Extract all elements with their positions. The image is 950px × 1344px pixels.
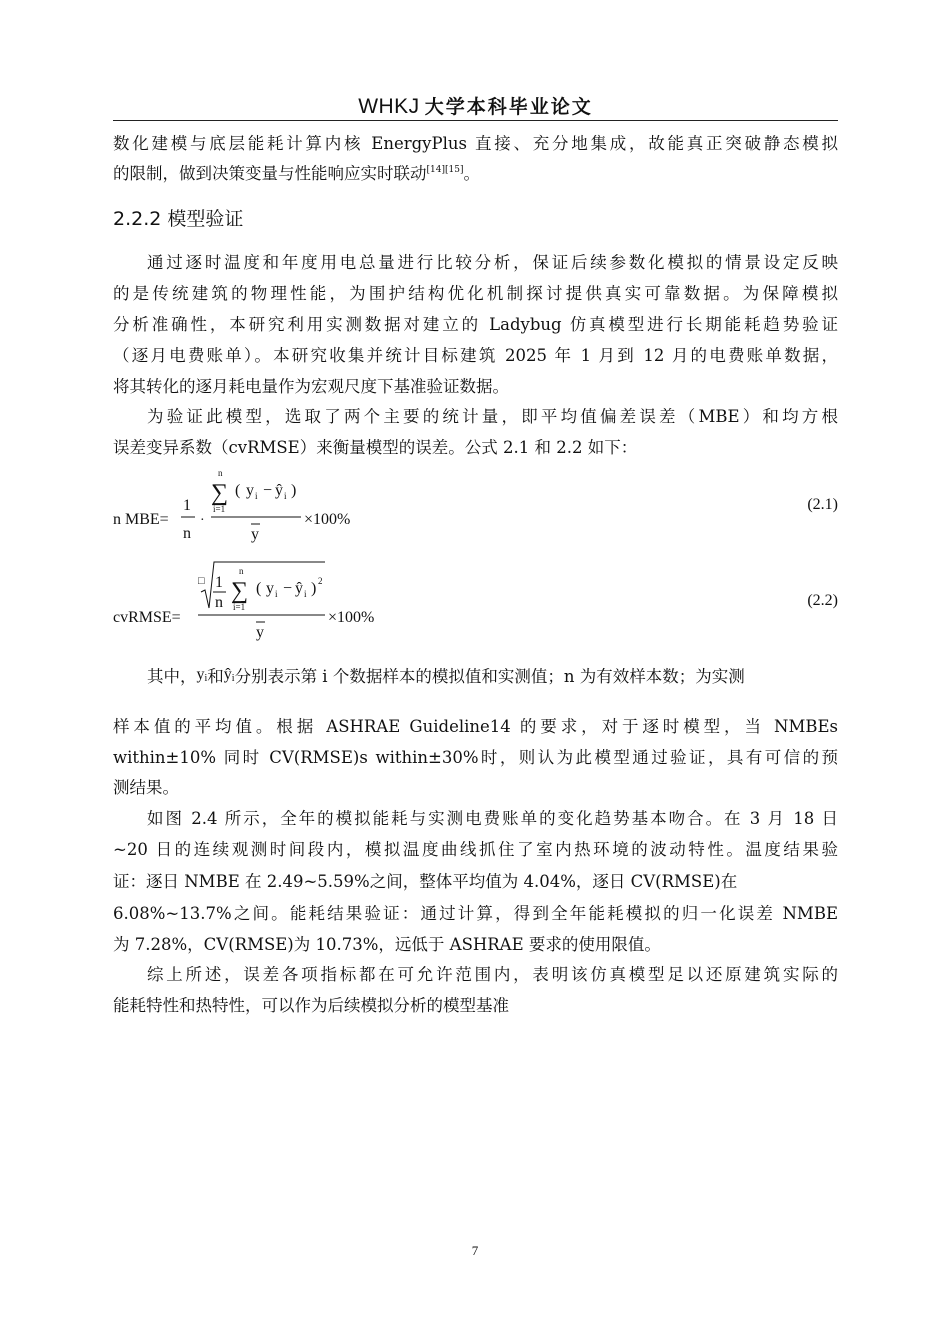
text-line: ~20 日的连续观测时间段内，模拟温度曲线抓住了室内热环境的波动特性。温度结果验 xyxy=(113,840,838,859)
symbol-y-char: y xyxy=(196,666,205,683)
text-line: 如图 2.4 所示，全年的模拟能耗与实测电费账单的变化趋势基本吻合。在 3 月 18 日 xyxy=(147,809,838,828)
mbe-i2: i xyxy=(284,491,287,501)
text-line: 证：逐日 NMBE 在 2.49~5.59%之间，整体平均值为 4.04%，逐日 CV(RMSE)在 xyxy=(113,872,738,891)
mbe-sum: ∑ xyxy=(211,480,229,506)
mbe-sum-bottom: i=1 xyxy=(213,504,226,514)
symbol-yhat xyxy=(224,666,235,683)
formula-mbe-svg xyxy=(113,462,838,548)
text-line xyxy=(113,663,838,691)
text-line: 为验证此模型，选取了两个主要的统计量，即平均值偏差误差（MBE）和均方根 xyxy=(147,407,838,426)
mbe-n: n xyxy=(183,525,191,542)
equation-number: (2.2) xyxy=(807,592,838,609)
citation-ref: [14][15] xyxy=(426,165,464,175)
mbe-dot: · xyxy=(200,513,205,528)
text-line: 能耗特性和热特性，可以作为后续模拟分析的模型基准 xyxy=(113,996,509,1015)
text-span: 其中， xyxy=(147,667,197,686)
page-header xyxy=(113,92,838,121)
header-title: 大学本科毕业论文 xyxy=(424,96,593,118)
text-line: 的是传统建筑的物理性能，为围护结构优化机制探讨提供真实可靠数据。为保障模拟 xyxy=(113,284,838,303)
cvrmse-minus: − xyxy=(283,580,293,597)
mbe-ybar: y xyxy=(251,526,259,543)
page-number: 7 xyxy=(471,1243,479,1258)
formula-cvrmse-svg xyxy=(113,556,838,646)
mbe-lhs: n MBE= xyxy=(113,511,169,528)
symbol-y-sub: i xyxy=(204,673,208,684)
mbe-minus: − xyxy=(263,482,273,499)
text-line: 样本值的平均值。根据 ASHRAE Guideline14 的要求，对于逐时模型，当 NMBEs xyxy=(113,717,838,736)
header-school: WHKJ xyxy=(358,95,420,118)
cvrmse-percent: ×100% xyxy=(328,609,375,626)
cvrmse-close: ) xyxy=(311,580,317,597)
cvrmse-square: 2 xyxy=(318,576,323,586)
symbol-yhat-sub: i xyxy=(231,673,235,684)
mbe-yhat: ŷ xyxy=(275,482,283,499)
symbol-yhat-char: ŷ xyxy=(223,666,232,683)
cvrmse-ybar: y xyxy=(256,624,264,641)
mbe-sum-top: n xyxy=(218,468,223,478)
mbe-y: y xyxy=(246,482,254,499)
text-line: 6.08%~13.7%之间。能耗结果验证：通过计算，得到全年能耗模拟的归一化误差 NMBE xyxy=(113,904,838,923)
text-line: 综上所述，误差各项指标都在可允许范围内，表明该仿真模型足以还原建筑实际的 xyxy=(147,965,838,984)
formula-cvrmse xyxy=(113,556,838,646)
symbol-y xyxy=(197,666,208,683)
equation-number: (2.1) xyxy=(807,496,838,513)
mbe-percent: ×100% xyxy=(304,511,351,528)
cvrmse-y: y xyxy=(266,580,274,597)
cvrmse-one: 1 xyxy=(215,574,223,591)
mbe-i: i xyxy=(255,491,258,501)
text-line: 分析准确性，本研究利用实测数据对建立的 Ladybug 仿真模型进行长期能耗趋势验证 xyxy=(113,315,838,334)
cvrmse-sum-bottom: i=1 xyxy=(233,602,246,612)
text-line: within±10% 同时 CV(RMSE)s within±30%时，则认为此模型通过验证，具有可信的预 xyxy=(113,748,838,767)
cvrmse-open: ( xyxy=(256,580,262,597)
formula-mbe xyxy=(113,462,838,548)
text-span: 和 xyxy=(207,667,224,686)
cvrmse-lhs: cvRMSE= xyxy=(113,609,181,626)
text-span: 分别表示第 i 个数据样本的模拟值和实测值；n 为有效样本数；为实测 xyxy=(234,667,745,686)
cvrmse-i: i xyxy=(275,589,278,599)
text-line xyxy=(113,164,838,184)
mbe-open: ( xyxy=(235,482,241,499)
text-line: 通过逐时温度和年度用电总量进行比较分析，保证后续参数化模拟的情景设定反映 xyxy=(147,253,838,272)
text-span: 。 xyxy=(463,164,480,183)
text-line: 误差变异系数（cvRMSE）来衡量模型的误差。公式 2.1 和 2.2 如下： xyxy=(113,438,638,457)
text-line: 将其转化的逐月耗电量作为宏观尺度下基准验证数据。 xyxy=(113,377,509,396)
mbe-close: ) xyxy=(291,482,297,499)
mbe-one: 1 xyxy=(183,497,191,514)
section-heading: 2.2.2 模型验证 xyxy=(113,208,244,230)
text-span: 的限制，做到决策变量与性能响应实时联动 xyxy=(113,164,427,183)
cvrmse-n: n xyxy=(215,594,223,611)
cvrmse-sum: ∑ xyxy=(231,578,249,604)
cvrmse-sum-top: n xyxy=(239,566,244,576)
cvrmse-yhat: ŷ xyxy=(295,580,303,597)
text-line: 为 7.28%，CV(RMSE)为 10.73%，远低于 ASHRAE 要求的使用限值。 xyxy=(113,935,661,954)
text-line: 数化建模与底层能耗计算内核 EnergyPlus 直接、充分地集成，故能真正突破静态模拟 xyxy=(113,134,838,153)
cvrmse-i2: i xyxy=(304,589,307,599)
text-line: 测结果。 xyxy=(113,778,179,797)
text-line: （逐月电费账单）。本研究收集并统计目标建筑 2025 年 1 月到 12 月的电费账单数据， xyxy=(113,346,838,365)
missing-glyph-box: □ xyxy=(198,575,205,587)
